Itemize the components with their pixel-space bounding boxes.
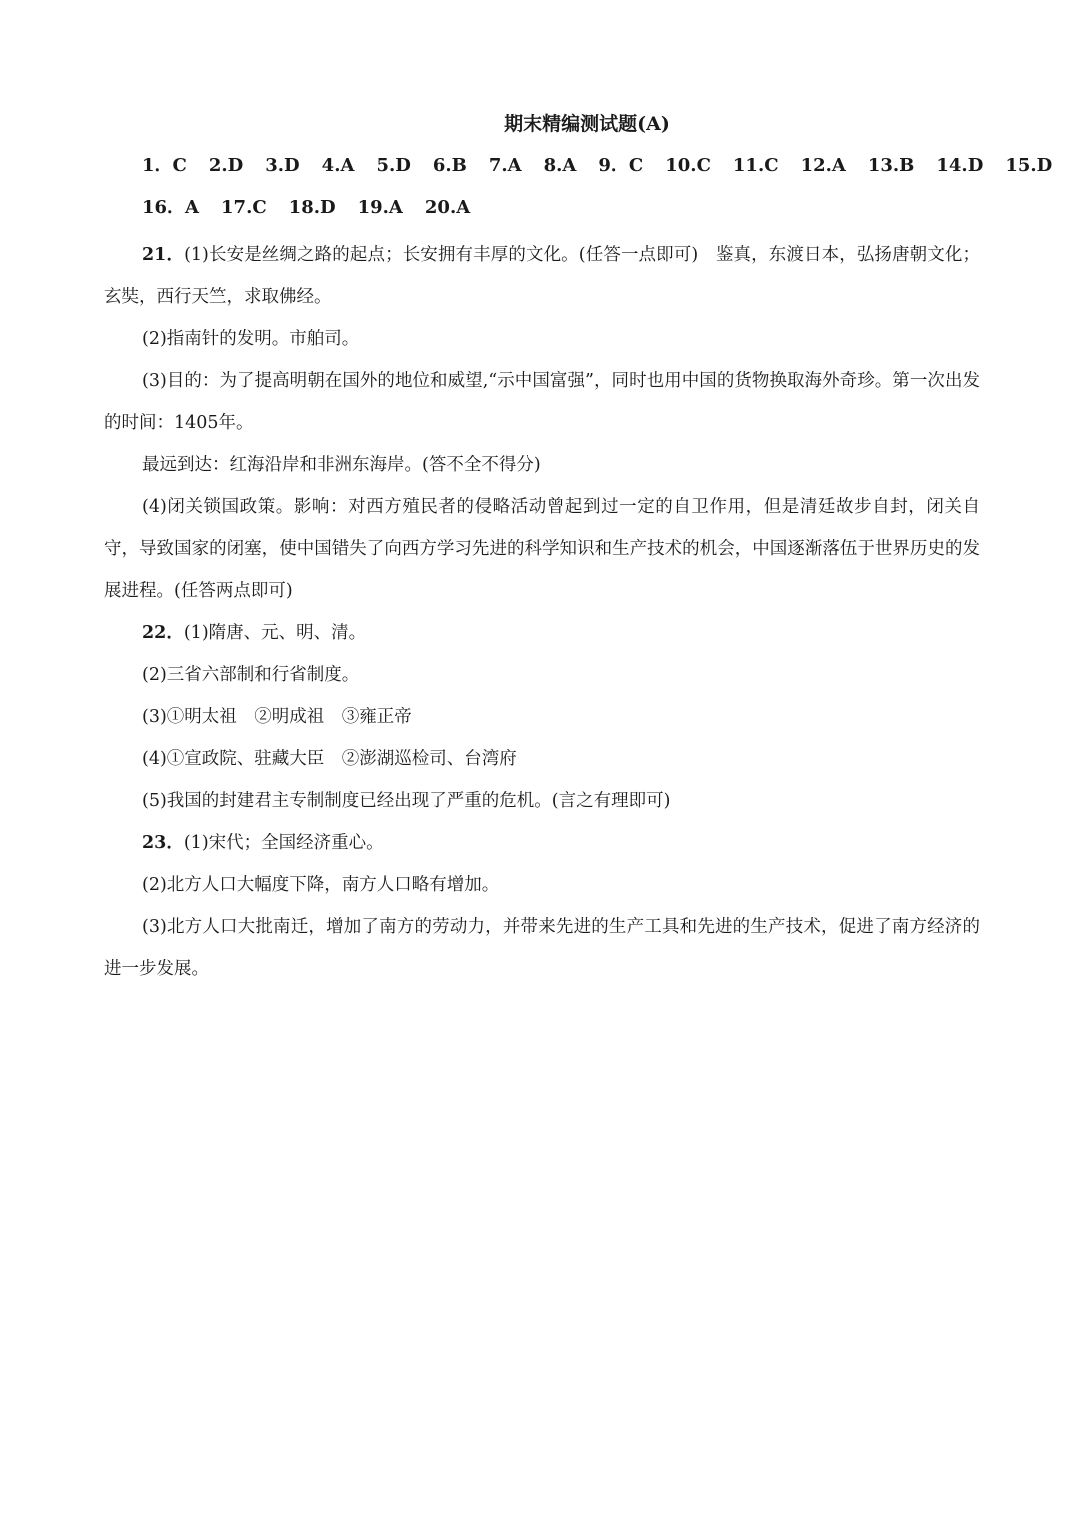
mc-answer: 16．A <box>142 197 200 218</box>
q22-part-4: (4)①宣政院、驻藏大臣 ②澎湖巡检司、台湾府 <box>142 749 517 769</box>
mc-answer: 20.A <box>424 197 471 218</box>
mc-answer: 3.D <box>265 155 300 176</box>
question-number: 23． <box>142 833 184 853</box>
mc-answer: 10.C <box>665 155 711 176</box>
q21-part-3: (3)目的：为了提高明朝在国外的地位和威望,“示中国富强”，同时也用中国的货物换取海外奇珍。第一次出发的时间：1405年。 <box>104 371 980 433</box>
mc-answer: 1．C <box>142 155 187 176</box>
q22-part-1 <box>104 612 980 654</box>
mc-answer: 2.D <box>208 155 244 176</box>
mc-answers-row-2 <box>104 192 980 224</box>
question-number: 22． <box>142 623 184 643</box>
mc-answer: 9．C <box>598 155 644 176</box>
answer-text: (1)宋代；全国经济重心。 <box>183 833 384 853</box>
mc-answer: 17.C <box>221 197 267 218</box>
q22-part-5: (5)我国的封建君主专制制度已经出现了严重的危机。(言之有理即可) <box>142 791 671 811</box>
mc-answer: 11.C <box>732 155 779 176</box>
mc-answer: 14.D <box>936 155 984 176</box>
q23-part-1 <box>104 822 980 864</box>
mc-answer: 18.D <box>288 197 336 218</box>
answer-sheet <box>104 108 1053 990</box>
q21-part-1 <box>104 234 980 318</box>
mc-answers-row-1 <box>104 150 1053 182</box>
q21-part-2: (2)指南针的发明。市舶司。 <box>142 329 360 349</box>
mc-answer: 19.A <box>357 197 403 218</box>
q22-part-2: (2)三省六部制和行省制度。 <box>142 665 360 685</box>
mc-answer: 13.B <box>867 155 915 176</box>
q21-part-3-note: 最远到达：红海沿岸和非洲东海岸。(答不全不得分) <box>142 455 541 475</box>
mc-answer: 12.A <box>800 155 846 176</box>
mc-answer: 6.B <box>432 155 467 176</box>
mc-answer: 4.A <box>321 155 355 176</box>
mc-answer: 5.D <box>376 155 411 176</box>
mc-answer: 15.D <box>1005 155 1053 176</box>
q23-part-3: (3)北方人口大批南迁，增加了南方的劳动力，并带来先进的生产工具和先进的生产技术，促进了南方经济的进一步发展。 <box>104 917 980 979</box>
q21-part-4: (4)闭关锁国政策。影响：对西方殖民者的侵略活动曾起到过一定的自卫作用，但是清廷故步自封，闭关自守，导致国家的闭塞，使中国错失了向西方学习先进的科学知识和生产技术的机会，中国逐渐落伍于世界历史的发展进程。(任答两点即可) <box>104 497 980 601</box>
question-number: 21． <box>142 245 185 265</box>
mc-answer: 7.A <box>488 155 522 176</box>
answer-text: (1)长安是丝绸之路的起点；长安拥有丰厚的文化。(任答一点即可) 鉴真，东渡日本，弘扬唐朝文化；玄奘，西行天竺，求取佛经。 <box>104 245 980 307</box>
answer-text: (1)隋唐、元、明、清。 <box>183 623 367 643</box>
q22-part-3: (3)①明太祖 ②明成祖 ③雍正帝 <box>142 707 412 727</box>
q23-part-2: (2)北方人口大幅度下降，南方人口略有增加。 <box>142 875 500 895</box>
mc-answer: 8.A <box>543 155 577 176</box>
page-title: 期末精编测试题(A) <box>504 113 670 135</box>
